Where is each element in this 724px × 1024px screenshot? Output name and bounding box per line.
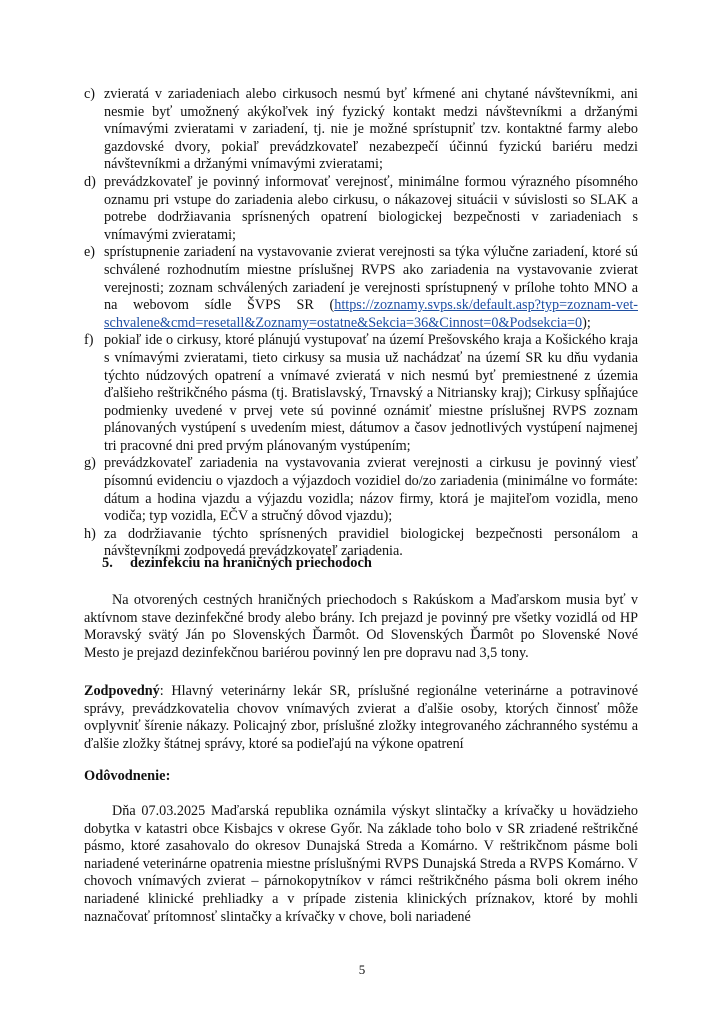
list-item-label: d) bbox=[84, 173, 96, 190]
list-item-text: za dodržiavanie týchto sprísnených pravidiel biologickej bezpečnosti personálom a návštevníkmi zodpovedá prevádzkovateľ zariadenia. bbox=[104, 525, 638, 560]
responsible-paragraph bbox=[84, 683, 638, 753]
list-item-label: e) bbox=[84, 244, 96, 261]
section-title: dezinfekciu na hraničných priechodoch bbox=[130, 555, 372, 571]
list-item-label: g) bbox=[84, 455, 96, 472]
list-item-text-before: sprístupnenie zariadení na vystavovanie zvierat verejnosti sa týka výlučne zariadení, ktoré sú schválené rozhodnutím miestne príslušnej RVPS ako zariadenia na vystavovanie zvierat verejnosti; zoznam schválených zariadení je verejnosti sprístupnený v prílohe tohto MNO a na webovom sídle ŠVPS SR ( bbox=[104, 244, 638, 314]
border-crossing-paragraph: Na otvorených cestných hraničných priechodoch s Rakúskom a Maďarskom musia byť v aktívnom stave dezinfekčné brody alebo brány. Ich prejazd je povinný pre všetky vozidlá od HP Moravský svätý Ján po Slovenských Ďarmôt. Od Slovenských Ďarmôt po Slovenské Nové Mesto je prejazd dezinfekčnou bariérou povinný len pre dopravu nad 3,5 tony. bbox=[84, 592, 638, 661]
reasoning-paragraph: Dňa 07.03.2025 Maďarská republika oznámila výskyt slintačky a krívačky u hovädzieho dobytka v katastri obce Kisbajcs v okrese Győr. Na základe toho bolo v SR zriadené reštrikčné pásmo, ktoré zasahovalo do okresov Dunajská Streda a Komárno. V reštrikčnom pásme boli nariadené veterinárne opatrenia miestne príslušnými RVPS Dunajská Streda a RVPS Komárno. V chovoch vnímavých zvierat – párnokopytníkov v rámci reštrikčného pásma boli okrem iného nariadené klinické prehliadky a v prípade zistenia klinických príznakov, ktoré by mohli naznačovať prítomnosť slintačky a krívačky v chove, boli nariadené bbox=[84, 803, 638, 925]
list-item-text bbox=[104, 244, 638, 332]
measures-list bbox=[84, 86, 638, 561]
list-item-c bbox=[84, 86, 638, 174]
list-item-text-after: ); bbox=[582, 314, 591, 331]
responsible-text: : Hlavný veterinárny lekár SR, príslušné regionálne veterinárne a potravinové správy, prevádzkovatelia chovov vnímavých zvierat a ďalšie osoby, ktorých činnosť môže ovplyvniť šírenie nákazy. Policajný zbor, príslušné zložky integrovaného záchranného systému a ďalšie zložky štátnej správy, ktoré sa podieľajú na výkone opatrení bbox=[84, 683, 638, 752]
section-number: 5. bbox=[102, 555, 113, 571]
list-item-d bbox=[84, 174, 638, 244]
list-item-text: prevádzkovateľ zariadenia na vystavovania zvierat verejnosti a cirkusu je povinný viesť písomnú evidenciu o vjazdoch a výjazdoch vozidiel do/zo zariadenia (minimálne vo formáte: dátum a hodina vjazdu a výjazdu vozidla; názov firmy, ktorá je majiteľom vozidla, meno vodiča; typ vozidla, EČV a stručný dôvod vjazdu); bbox=[104, 455, 638, 525]
page-number: 5 bbox=[358, 962, 366, 977]
section-heading bbox=[102, 555, 372, 572]
list-item-text: pokiaľ ide o cirkusy, ktoré plánujú vystupovať na území Prešovského kraja a Košického kraja s vnímavými zvieratami, tieto cirkusy sa musia už nachádzať na území SR ku dňu vydania týchto núdzových opatrení a vnímavé zvieratá v nich nesmú byť premiestnené z územia ďalšieho reštrikčného pásma (tj. Bratislavský, Trnavský a Nitriansky kraj); Cirkusy spĺňajúce podmienky uvedené v prvej vete sú povinné oznámiť miestne príslušnej RVPS zoznam plánovaných vystúpení s uvedením miest, dátumov a časov jednotlivých vystúpení najmenej tri pracovné dni pred prvým plánovaným vystúpením; bbox=[104, 332, 638, 454]
responsible-label: Zodpovedný bbox=[84, 683, 160, 699]
list-item-label: c) bbox=[84, 86, 96, 102]
reasoning-title: Odôvodnenie: bbox=[84, 768, 171, 784]
list-item-text: prevádzkovateľ je povinný informovať verejnosť, minimálne formou výrazného písomného oznamu pri vstupe do zariadenia alebo cirkusu, o nákazovej situácii v súvislosti so SLAK a potrebe dodržiavania sprísnených opatrení biologickej bezpečnosti v zariadeniach s vnímavými zvieratami; bbox=[104, 173, 638, 243]
list-item-label: f) bbox=[84, 332, 94, 349]
list-item-label: h) bbox=[84, 525, 96, 542]
list-item-e bbox=[84, 244, 638, 332]
list-item-g bbox=[84, 455, 638, 525]
svps-link[interactable]: https://zoznamy.svps.sk/default.asp?typ=zoznam-vet-schvalene&cmd=resetall&Zoznamy=ostatne&Sekcia=36&Cinnost=0&Podsekcia=0 bbox=[104, 297, 638, 331]
list-item-text: zvieratá v zariadeniach alebo cirkusoch nesmú byť kŕmené ani chytané návštevníkmi, ani nesmie byť umožnený akýkoľvek iný fyzický kontakt medzi návštevníkmi a držanými vnímavými zvieratami v zariadení, tj. nie je možné sprístupniť tzv. kontaktné farmy alebo gazdovské dvory, pokiaľ prevádzkovateľ nezabezpečí účinnú fyzickú bariéru medzi návštevníkmi a držanými vnímavými zvieratami; bbox=[104, 86, 638, 173]
list-item-f bbox=[84, 332, 638, 455]
